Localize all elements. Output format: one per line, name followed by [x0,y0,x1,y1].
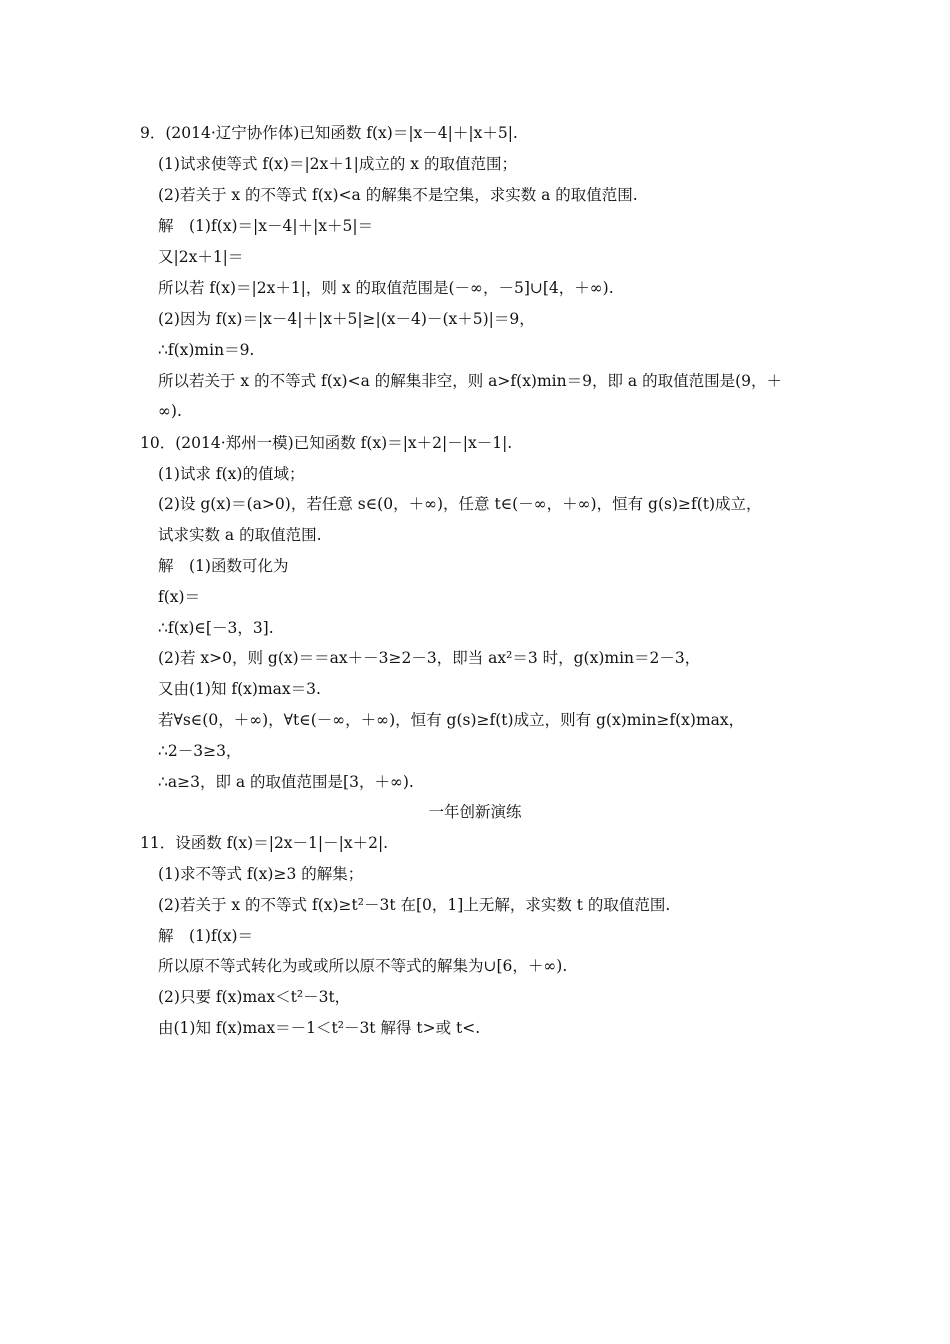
problem-10-solution-line: 解 (1)函数可化为 [158,557,289,575]
problem-11-solution-line: (2)只要 f(x)max＜t²－3t， [158,988,351,1006]
problem-10-solution-line: 又由(1)知 f(x)max＝3. [158,680,321,698]
problem-9-solution-line: 所以若 f(x)＝|2x＋1|，则 x 的取值范围是(－∞，－5]∪[4，＋∞). [158,279,614,297]
problem-11-statement: 11．设函数 f(x)＝|2x－1|－|x＋2|. [140,834,389,852]
problem-10-solution-line: (2)若 x>0，则 g(x)＝＝ax＋－3≥2－3，即当 ax²＝3 时，g(x)min＝2－3， [158,649,701,667]
problem-9-solution-line: ∴f(x)min＝9. [158,341,255,359]
problem-10-statement: 10．(2014·郑州一模)已知函数 f(x)＝|x＋2|－|x－1|. [140,434,513,452]
problem-10-part-2: 试求实数 a 的取值范围. [158,526,322,544]
problem-9-solution-line: 又|2x＋1|＝ [158,248,244,266]
problem-10-solution-line: ∴f(x)∈[－3，3]. [158,619,274,637]
section-heading: 一年创新演练 [428,803,522,821]
problem-10-part-2: (2)设 g(x)＝(a>0)，若任意 s∈(0，＋∞)，任意 t∈(－∞，＋∞)，恒有 g(s)≥f(t)成立， [158,495,762,513]
problem-11-solution-line: 解 (1)f(x)＝ [158,927,254,945]
problem-10-solution-line: ∴2－3≥3， [158,742,242,760]
problem-9-solution-line: ∞). [158,402,182,420]
problem-9-statement: 9．(2014·辽宁协作体)已知函数 f(x)＝|x－4|＋|x＋5|. [140,124,518,142]
problem-9-part-1: (1)试求使等式 f(x)＝|2x＋1|成立的 x 的取值范围； [158,155,517,173]
problem-10-solution-line: f(x)＝ [158,588,201,606]
problem-9-part-2: (2)若关于 x 的不等式 f(x)<a 的解集不是空集，求实数 a 的取值范围. [158,186,638,204]
problem-11-solution-line: 所以原不等式转化为或或所以原不等式的解集为∪[6，＋∞). [158,957,568,975]
problem-10-part-1: (1)试求 f(x)的值域； [158,465,305,483]
problem-9-solution-line: 所以若关于 x 的不等式 f(x)<a 的解集非空，则 a>f(x)min＝9，即 a 的取值范围是(9，＋ [158,372,782,390]
problem-9-solution-line: 解 (1)f(x)＝|x－4|＋|x＋5|＝ [158,217,374,235]
problem-11-part-1: (1)求不等式 f(x)≥3 的解集； [158,865,364,883]
problem-11-part-2: (2)若关于 x 的不等式 f(x)≥t²－3t 在[0，1]上无解，求实数 t 的取值范围. [158,896,671,914]
problem-10-solution-line: 若∀s∈(0，＋∞)，∀t∈(－∞，＋∞)，恒有 g(s)≥f(t)成立，则有 g(x)min≥f(x)max， [158,711,745,729]
problem-10-solution-line: ∴a≥3，即 a 的取值范围是[3，＋∞). [158,773,414,791]
problem-11-solution-line: 由(1)知 f(x)max＝－1＜t²－3t 解得 t>或 t<. [158,1019,481,1037]
problem-9-solution-line: (2)因为 f(x)＝|x－4|＋|x＋5|≥|(x－4)－(x＋5)|＝9， [158,310,535,328]
